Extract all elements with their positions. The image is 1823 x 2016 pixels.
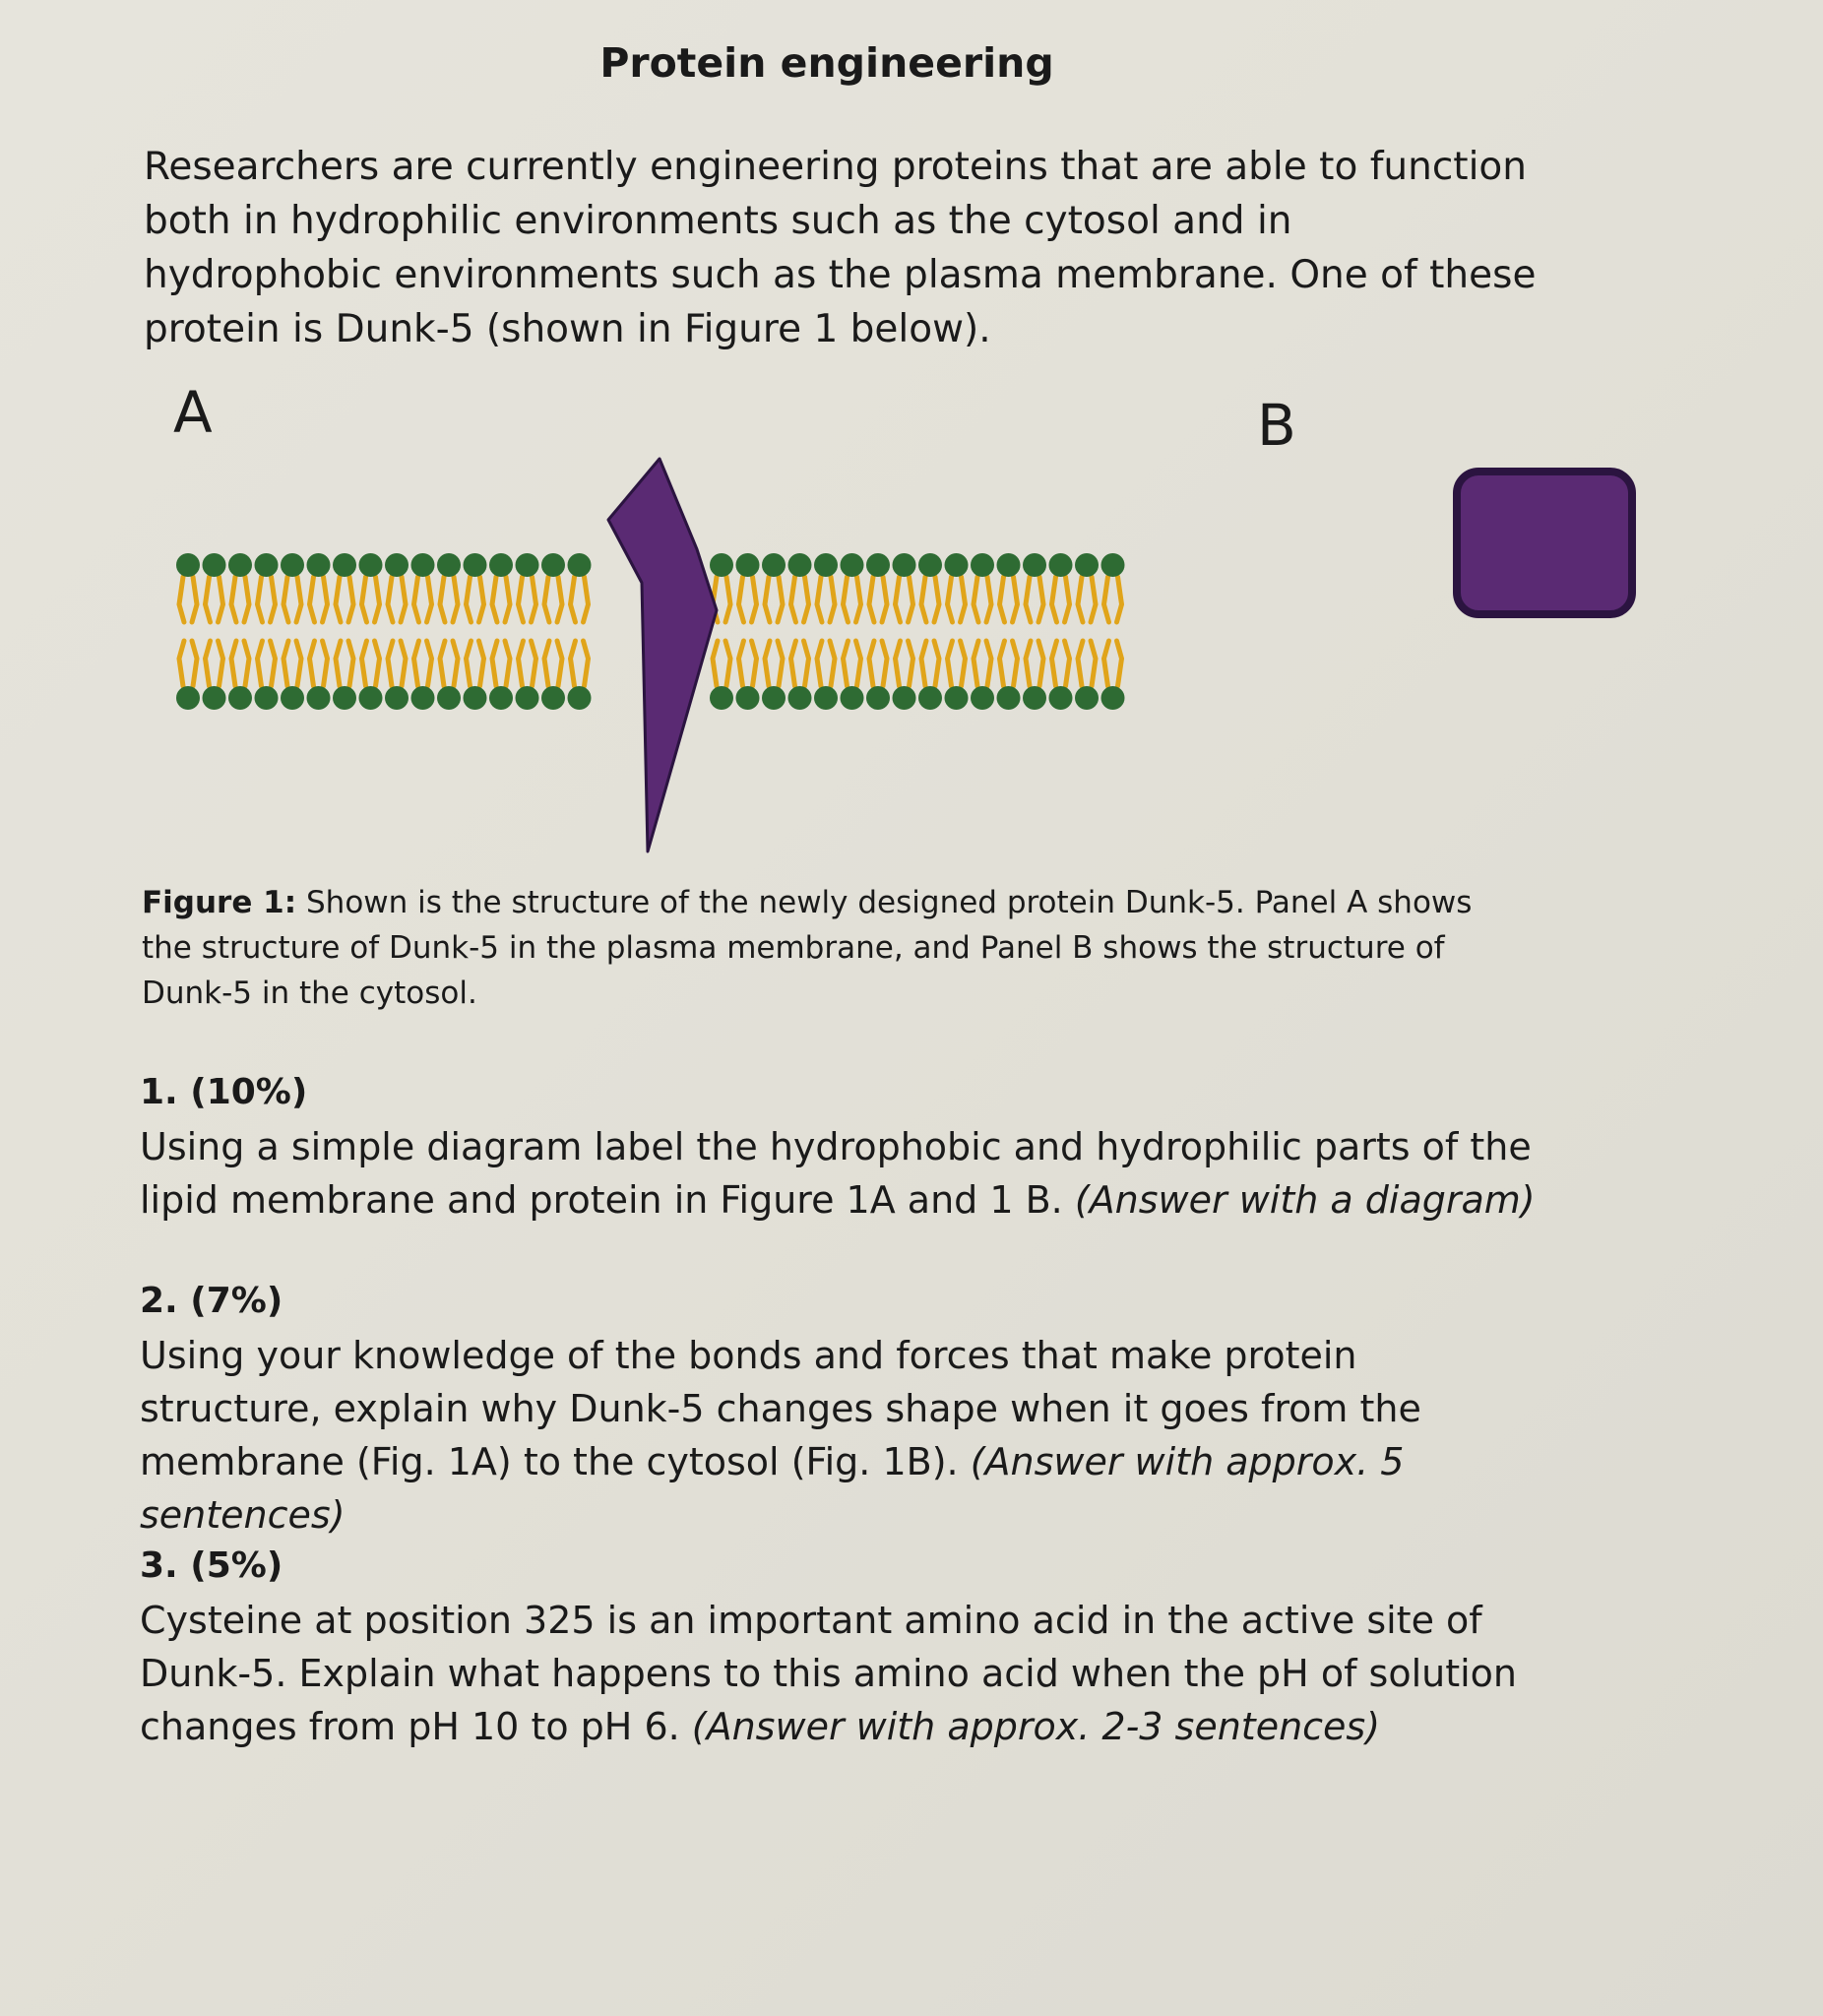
lipid-tail: [231, 641, 236, 686]
lipid-tail: [362, 577, 367, 622]
lipid-head: [437, 553, 461, 577]
lipid-head: [945, 686, 969, 710]
lipid-tail: [882, 641, 887, 686]
lipid-tail: [856, 641, 861, 686]
lipid-head: [568, 553, 592, 577]
lipid-head: [710, 553, 733, 577]
lipid-tail: [830, 641, 835, 686]
lipid-head: [541, 686, 565, 710]
lipid-head: [203, 553, 226, 577]
lipid-tail: [948, 641, 953, 686]
lipid-tail: [817, 641, 822, 686]
lipid-head: [1101, 553, 1125, 577]
lipid-tail: [219, 641, 223, 686]
lipid-tail: [1117, 641, 1122, 686]
lipid-tail: [909, 577, 913, 622]
lipid-tail: [817, 577, 822, 622]
lipid-head: [281, 553, 304, 577]
lipid-tail: [921, 641, 926, 686]
lipid-tail: [231, 577, 236, 622]
lipid-head: [841, 686, 864, 710]
lipid-tail: [909, 641, 913, 686]
lipid-head: [918, 686, 942, 710]
lipid-tail: [921, 577, 926, 622]
lipid-head: [281, 686, 304, 710]
question-1-text: Using a simple diagram label the hydrophobic and hydrophilic parts of the lipid membrane and protein in Figure 1A and 1 B.: [140, 1125, 1532, 1222]
lipid-tail: [974, 577, 978, 622]
lipid-head: [333, 686, 356, 710]
dunk5-membrane-protein: [608, 459, 717, 851]
lipid-tail: [571, 641, 576, 686]
lipid-tail: [778, 577, 783, 622]
page-title: Protein engineering: [599, 39, 1054, 87]
question-2: [140, 1274, 1538, 1542]
lipid-tail: [1038, 641, 1043, 686]
lipid-tail: [323, 641, 328, 686]
figure-caption: [142, 880, 1500, 1016]
lipid-tail: [388, 577, 393, 622]
lipid-tail: [1104, 577, 1109, 622]
lipid-head: [516, 686, 539, 710]
lipid-tail: [1104, 641, 1109, 686]
lipid-head: [176, 553, 200, 577]
lipid-head: [541, 553, 565, 577]
question-3-text: Cysteine at position 325 is an important amino acid in the active site of Dunk-5. Explain what happens to this amino acid when the pH of solution changes from pH 10 to pH 6.: [140, 1599, 1518, 1748]
lipid-tail: [453, 641, 458, 686]
lipid-tail: [348, 641, 353, 686]
lipid-head: [255, 553, 279, 577]
lipid-head: [1075, 686, 1099, 710]
lipid-head: [359, 553, 383, 577]
lipid-tail: [532, 641, 536, 686]
lipid-head: [385, 686, 409, 710]
question-2-body: [140, 1329, 1538, 1542]
lipid-tail: [791, 641, 796, 686]
lipid-tail: [336, 641, 341, 686]
lipid-tail: [1013, 577, 1018, 622]
lipid-tail: [1052, 641, 1057, 686]
lipid-head: [788, 553, 812, 577]
lipid-tail: [725, 641, 730, 686]
lipid-head: [437, 686, 461, 710]
lipid-head: [788, 686, 812, 710]
lipid-tail: [896, 641, 901, 686]
question-2-text: Using your knowledge of the bonds and forces that make protein structure, explain why Dunk-5 changes shape when it goes from the membrane (Fig. 1A) to the cytosol (Fig. 1B).: [140, 1334, 1421, 1483]
lipid-tail: [1052, 577, 1057, 622]
lipid-tail: [725, 577, 730, 622]
lipid-tail: [296, 577, 301, 622]
lipid-head: [255, 686, 279, 710]
lipid-head: [385, 553, 409, 577]
lipid-tail: [844, 641, 849, 686]
lipid-tail: [283, 641, 288, 686]
lipid-tail: [804, 577, 809, 622]
lipid-tail: [271, 641, 276, 686]
membrane-bilayer-left: [176, 553, 592, 710]
lipid-head: [411, 553, 435, 577]
question-1: [140, 1065, 1538, 1227]
lipid-tail: [934, 641, 939, 686]
lipid-head: [736, 553, 760, 577]
lipid-head: [464, 553, 487, 577]
lipid-head: [893, 686, 916, 710]
lipid-head: [997, 686, 1021, 710]
lipid-tail: [882, 577, 887, 622]
lipid-head: [568, 686, 592, 710]
lipid-tail: [467, 641, 471, 686]
lipid-head: [945, 553, 969, 577]
lipid-head: [228, 553, 252, 577]
lipid-tail: [192, 641, 197, 686]
lipid-head: [411, 686, 435, 710]
lipid-tail: [467, 577, 471, 622]
lipid-head: [736, 686, 760, 710]
lipid-head: [1023, 553, 1046, 577]
lipid-head: [762, 686, 786, 710]
lipid-tail: [544, 577, 549, 622]
question-3-heading: 3. (5%): [140, 1545, 283, 1586]
lipid-tail: [856, 577, 861, 622]
lipid-head: [516, 553, 539, 577]
lipid-tail: [401, 641, 406, 686]
lipid-head: [359, 686, 383, 710]
lipid-tail: [961, 577, 966, 622]
lipid-tail: [479, 641, 484, 686]
lipid-tail: [192, 577, 197, 622]
lipid-tail: [752, 577, 757, 622]
lipid-tail: [571, 577, 576, 622]
lipid-tail: [296, 641, 301, 686]
lipid-tail: [1038, 577, 1043, 622]
lipid-tail: [804, 641, 809, 686]
lipid-tail: [362, 641, 367, 686]
question-2-instruction: (Answer with approx. 5 sentences): [140, 1440, 1405, 1537]
lipid-tail: [1065, 577, 1070, 622]
lipid-tail: [584, 641, 589, 686]
lipid-tail: [584, 577, 589, 622]
lipid-tail: [532, 577, 536, 622]
lipid-tail: [244, 577, 249, 622]
lipid-head: [1023, 686, 1046, 710]
lipid-tail: [336, 577, 341, 622]
question-3-instruction: (Answer with approx. 2-3 sentences): [691, 1705, 1381, 1748]
lipid-tail: [557, 577, 562, 622]
lipid-tail: [283, 577, 288, 622]
lipid-tail: [244, 641, 249, 686]
lipid-tail: [310, 641, 315, 686]
question-1-body: [140, 1120, 1538, 1227]
question-1-heading: 1. (10%): [140, 1072, 308, 1112]
figure-caption-text: Shown is the structure of the newly designed protein Dunk-5. Panel A shows the structure of Dunk-5 in the plasma membrane, and Panel B shows the structure of Dunk-5 in the cytosol.: [142, 885, 1473, 1011]
lipid-tail: [765, 641, 770, 686]
lipid-head: [971, 553, 994, 577]
lipid-tail: [505, 577, 510, 622]
lipid-tail: [1078, 641, 1083, 686]
lipid-tail: [1026, 577, 1031, 622]
lipid-tail: [739, 641, 744, 686]
lipid-tail: [492, 641, 497, 686]
lipid-head: [814, 686, 838, 710]
lipid-tail: [492, 577, 497, 622]
lipid-tail: [934, 577, 939, 622]
lipid-tail: [388, 641, 393, 686]
lipid-tail: [830, 577, 835, 622]
figure-caption-label: Figure 1:: [142, 885, 297, 920]
lipid-tail: [179, 641, 184, 686]
lipid-tail: [453, 577, 458, 622]
membrane-bilayer-right: [710, 553, 1125, 710]
lipid-tail: [1091, 641, 1096, 686]
lipid-head: [203, 686, 226, 710]
lipid-head: [710, 686, 733, 710]
lipid-head: [866, 553, 890, 577]
lipid-tail: [440, 641, 445, 686]
lipid-tail: [323, 577, 328, 622]
lipid-tail: [791, 577, 796, 622]
lipid-head: [997, 553, 1021, 577]
lipid-head: [866, 686, 890, 710]
lipid-head: [762, 553, 786, 577]
lipid-head: [489, 686, 513, 710]
lipid-tail: [1000, 641, 1005, 686]
lipid-head: [176, 686, 200, 710]
lipid-tail: [414, 577, 419, 622]
lipid-tail: [401, 577, 406, 622]
lipid-tail: [271, 577, 276, 622]
lipid-tail: [765, 577, 770, 622]
lipid-head: [814, 553, 838, 577]
lipid-tail: [1091, 577, 1096, 622]
lipid-tail: [258, 577, 263, 622]
lipid-head: [893, 553, 916, 577]
lipid-tail: [1065, 641, 1070, 686]
lipid-tail: [896, 577, 901, 622]
question-3-body: [140, 1594, 1538, 1753]
lipid-head: [1075, 553, 1099, 577]
lipid-tail: [440, 577, 445, 622]
lipid-head: [228, 686, 252, 710]
lipid-head: [1049, 686, 1073, 710]
lipid-tail: [519, 577, 524, 622]
lipid-head: [307, 553, 331, 577]
lipid-tail: [219, 577, 223, 622]
lipid-head: [464, 686, 487, 710]
lipid-tail: [544, 641, 549, 686]
lipid-tail: [986, 577, 991, 622]
lipid-tail: [974, 641, 978, 686]
lipid-head: [489, 553, 513, 577]
lipid-tail: [557, 641, 562, 686]
lipid-tail: [1013, 641, 1018, 686]
lipid-tail: [206, 641, 211, 686]
lipid-tail: [1026, 641, 1031, 686]
lipid-tail: [519, 641, 524, 686]
lipid-tail: [961, 641, 966, 686]
panel-b-label: B: [1257, 392, 1296, 459]
lipid-head: [841, 553, 864, 577]
lipid-tail: [505, 641, 510, 686]
lipid-tail: [869, 641, 874, 686]
lipid-tail: [427, 577, 432, 622]
dunk5-cytosol-protein: [1457, 472, 1632, 614]
lipid-tail: [1078, 577, 1083, 622]
lipid-tail: [348, 577, 353, 622]
lipid-tail: [844, 577, 849, 622]
lipid-head: [333, 553, 356, 577]
lipid-tail: [1000, 577, 1005, 622]
lipid-tail: [778, 641, 783, 686]
lipid-tail: [948, 577, 953, 622]
figure-1: [0, 0, 1823, 886]
lipid-tail: [375, 641, 380, 686]
lipid-tail: [375, 577, 380, 622]
lipid-tail: [752, 641, 757, 686]
panel-a-label: A: [173, 379, 213, 446]
lipid-tail: [258, 641, 263, 686]
lipid-tail: [414, 641, 419, 686]
question-1-instruction: (Answer with a diagram): [1074, 1178, 1536, 1222]
question-3: [140, 1539, 1538, 1753]
lipid-head: [971, 686, 994, 710]
lipid-head: [1049, 553, 1073, 577]
lipid-head: [918, 553, 942, 577]
lipid-tail: [739, 577, 744, 622]
lipid-head: [1101, 686, 1125, 710]
lipid-tail: [310, 577, 315, 622]
lipid-tail: [179, 577, 184, 622]
lipid-tail: [986, 641, 991, 686]
lipid-tail: [206, 577, 211, 622]
intro-paragraph: Researchers are currently engineering proteins that are able to function both in hydrophilic environments such as the cytosol and in hydrophobic environments such as the plasma membrane. One of these protein is Dunk-5 (shown in Figure 1 below).: [144, 145, 1537, 351]
question-2-heading: 2. (7%): [140, 1281, 283, 1321]
lipid-head: [307, 686, 331, 710]
lipid-tail: [713, 641, 718, 686]
lipid-tail: [869, 577, 874, 622]
lipid-tail: [1117, 577, 1122, 622]
lipid-tail: [479, 577, 484, 622]
lipid-tail: [427, 641, 432, 686]
